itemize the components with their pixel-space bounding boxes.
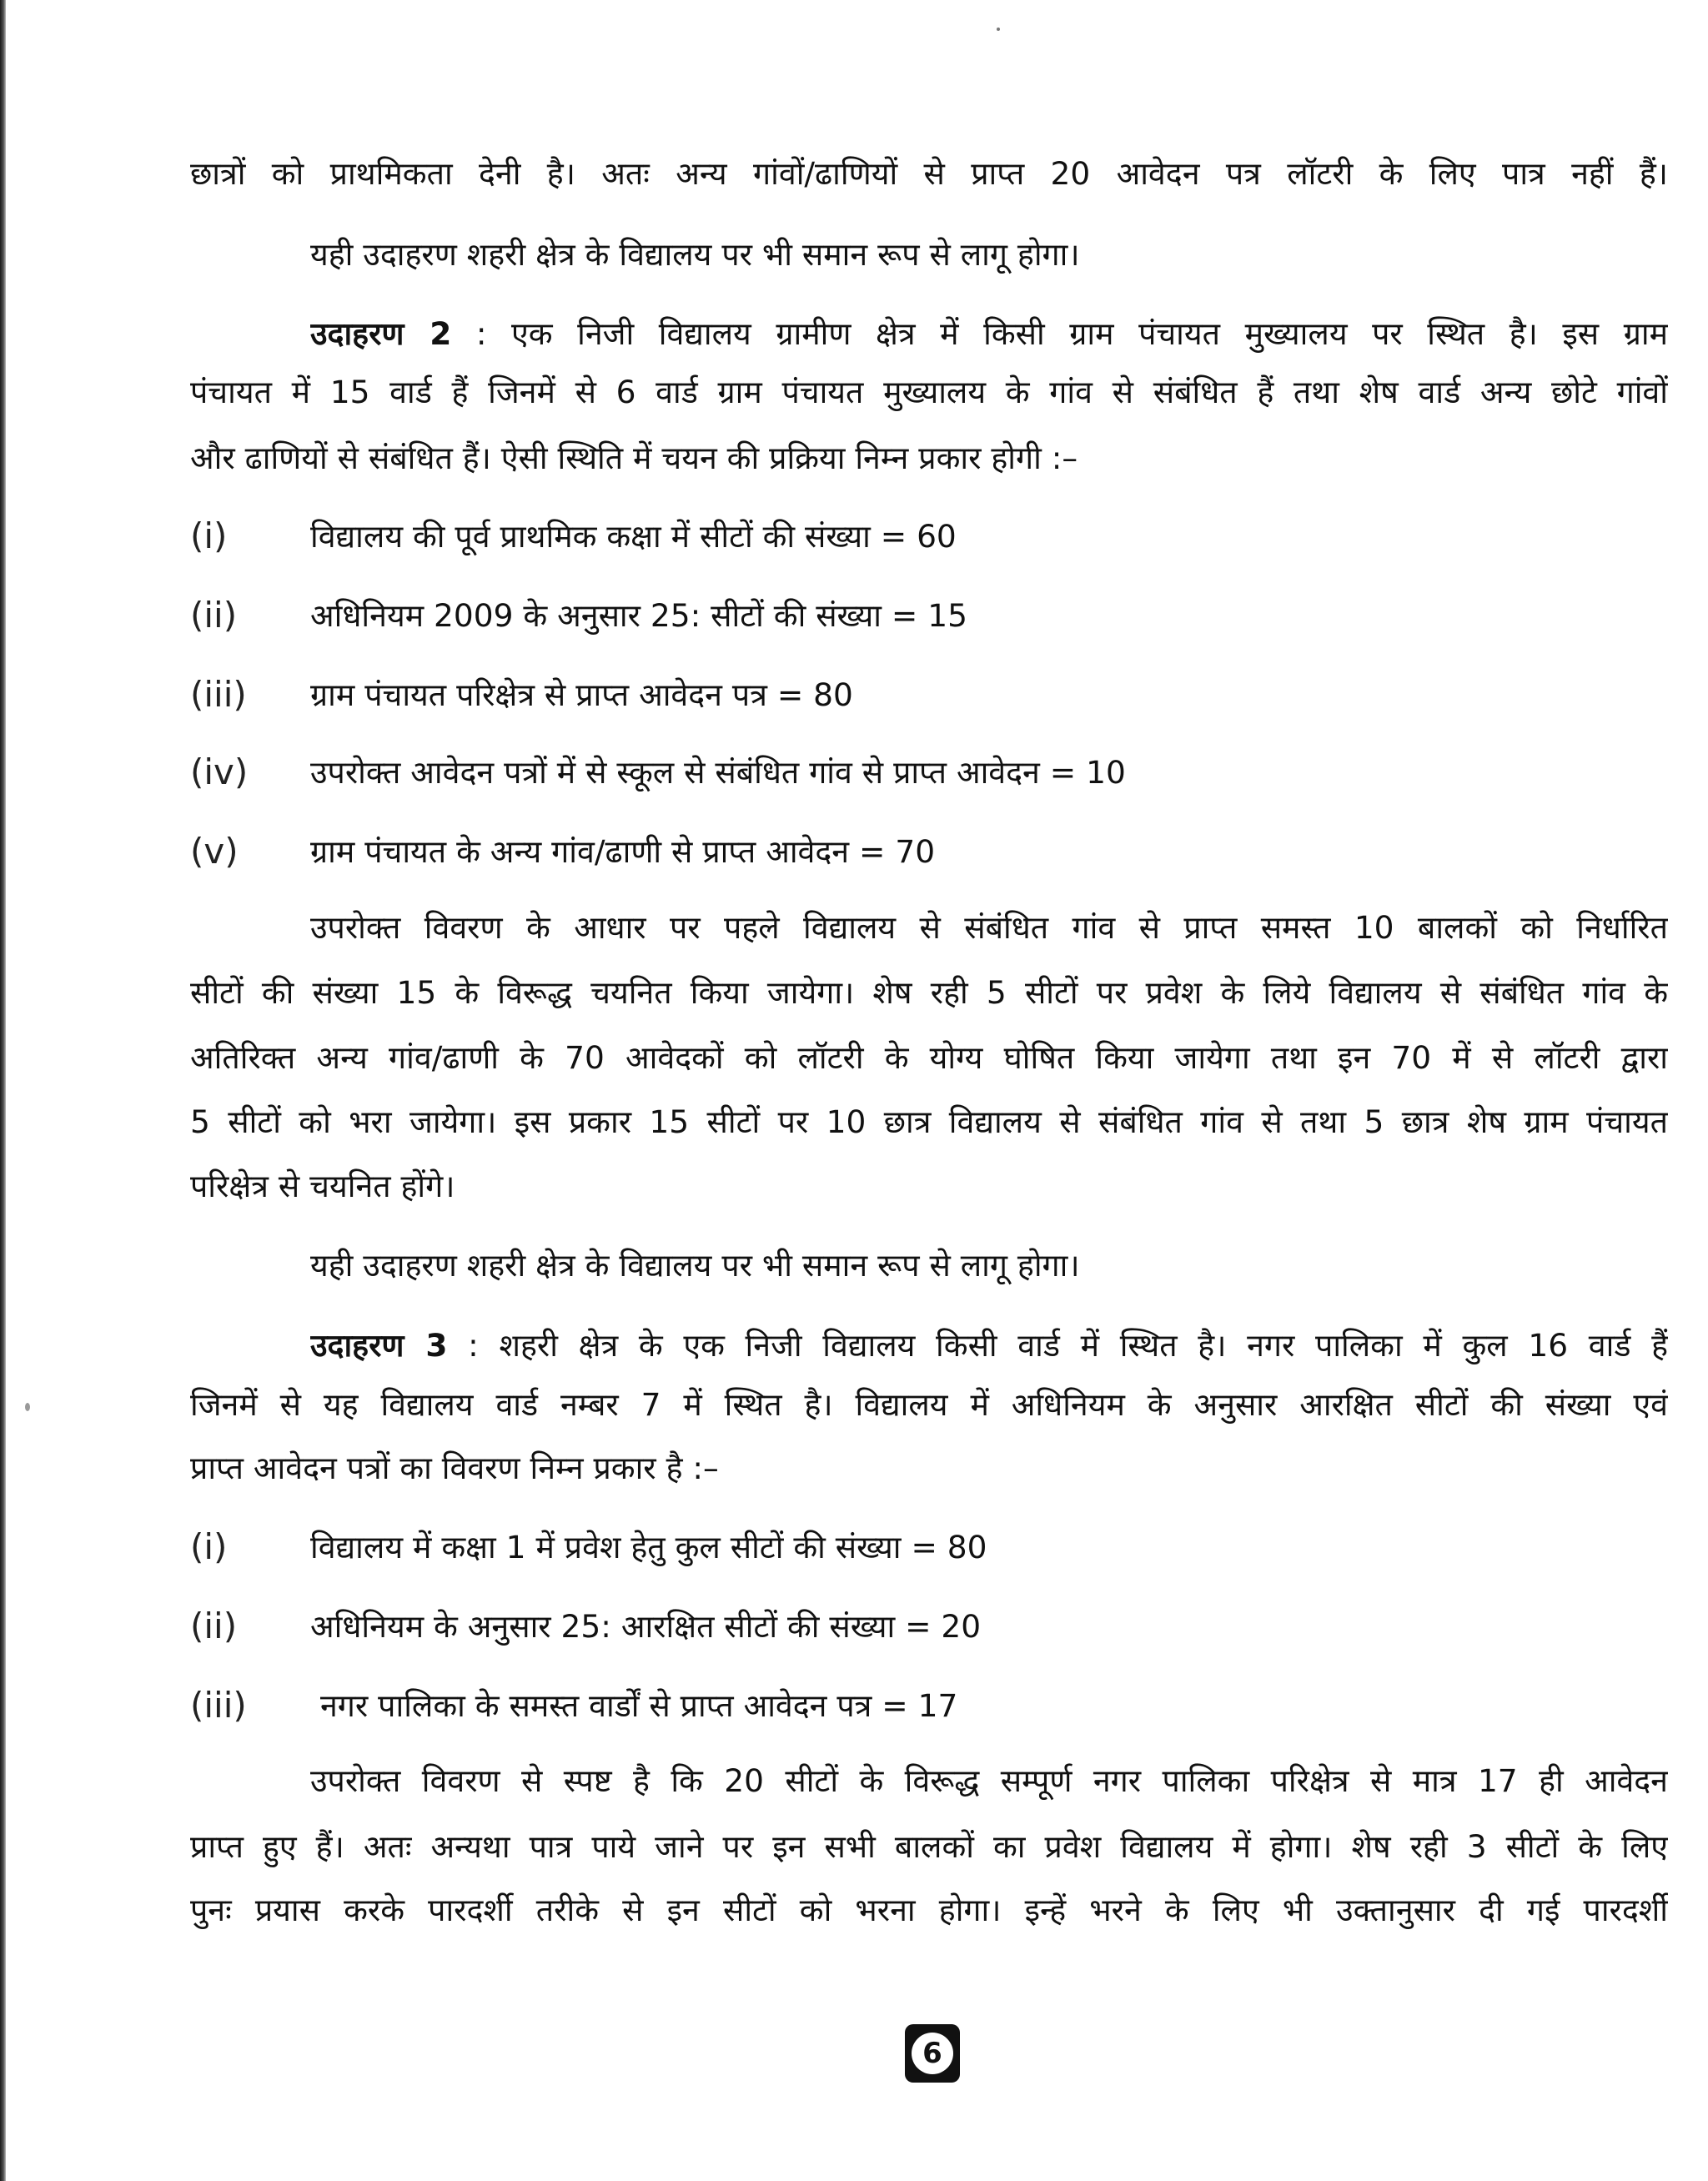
list-item-text: अधिनियम के अनुसार 25: आरक्षित सीटों की संख्या = 20 (310, 1608, 982, 1645)
list-item (190, 592, 1666, 639)
paragraph-line: प्राप्त हुए हैं। अतः अन्यथा पात्र पाये जाने पर इन सभी बालकों का प्रवेश विद्यालय में होगा। शेष रही 3 सीटों के लिए (190, 1828, 1668, 1865)
paragraph-line: परिक्षेत्र से चयनित होंगे। (190, 1168, 455, 1204)
paragraph-line: छात्रों को प्राथमिकता देनी है। अतः अन्य गांवों/ढाणियों से प्राप्त 20 आवेदन पत्र लॉटरी के लिए पात्र नहीं हैं। (190, 155, 1668, 192)
example-2-heading: उदाहरण 2 (310, 315, 452, 352)
paragraph-line: यही उदाहरण शहरी क्षेत्र के विद्यालय पर भी समान रूप से लागू होगा। (310, 236, 1080, 273)
list-item-number: (i) (190, 515, 228, 556)
list-item-text: ग्राम पंचायत के अन्य गांव/ढाणी से प्राप्त आवेदन = 70 (310, 833, 936, 870)
list-item-number: (iv) (190, 751, 249, 792)
paragraph-line: पंचायत में 15 वार्ड हैं जिनमें से 6 वार्ड ग्राम पंचायत मुख्यालय के गांव से संबंधित हैं तथा शेष वार्ड अन्य छोटे गांवों (190, 374, 1668, 410)
list-item-number: (ii) (190, 595, 238, 636)
page-number-badge (905, 2024, 960, 2083)
list-item-number: (i) (190, 1526, 228, 1567)
paragraph-line: उपरोक्त विवरण के आधार पर पहले विद्यालय से संबंधित गांव से प्राप्त समस्त 10 बालकों को निर्धारित (310, 909, 1668, 946)
list-item-number: (ii) (190, 1606, 238, 1646)
paragraph-line: यही उदाहरण शहरी क्षेत्र के विद्यालय पर भी समान रूप से लागू होगा। (310, 1247, 1080, 1284)
list-item-text: नगर पालिका के समस्त वार्डों से प्राप्त आवेदन पत्र = 17 (320, 1687, 958, 1724)
paragraph-line: और ढाणियों से संबंधित हैं। ऐसी स्थिति में चयन की प्रक्रिया निम्न प्रकार होगी :– (190, 440, 1078, 476)
list-item (190, 1524, 1666, 1570)
list-item-text: ग्राम पंचायत परिक्षेत्र से प्राप्त आवेदन पत्र = 80 (310, 676, 853, 713)
list-item-text: उपरोक्त आवेदन पत्रों में से स्कूल से संबंधित गांव से प्राप्त आवेदन = 10 (310, 754, 1126, 791)
list-item (190, 513, 1666, 560)
example-2-text: : एक निजी विद्यालय ग्रामीण क्षेत्र में किसी ग्राम पंचायत मुख्यालय पर स्थित है। इस ग्राम (451, 315, 1668, 352)
paragraph-line: सीटों की संख्या 15 के विरूद्ध चयनित किया जायेगा। शेष रही 5 सीटों पर प्रवेश के लिये विद्यालय से संबंधित गांव के (190, 974, 1668, 1011)
example-3-line (310, 1324, 1668, 1366)
list-item (190, 671, 1666, 718)
list-item-number: (iii) (190, 674, 247, 715)
paragraph-line: प्राप्त आवेदन पत्रों का विवरण निम्न प्रकार है :– (190, 1450, 719, 1486)
example-2-line (310, 313, 1668, 354)
list-item-number: (v) (190, 831, 239, 872)
list-item-text: विद्यालय में कक्षा 1 में प्रवेश हेतु कुल सीटों की संख्या = 80 (310, 1529, 987, 1565)
paragraph-line: उपरोक्त विवरण से स्पष्ट है कि 20 सीटों के विरूद्ध सम्पूर्ण नगर पालिका परिक्षेत्र से मात्र 17 ही आवेदन (310, 1762, 1668, 1799)
paragraph-line: जिनमें से यह विद्यालय वार्ड नम्बर 7 में स्थित है। विद्यालय में अधिनियम के अनुसार आरक्षित सीटों की संख्या एवं (190, 1386, 1668, 1423)
list-item (190, 828, 1666, 875)
list-item (190, 749, 1666, 796)
example-3-heading: उदाहरण 3 (310, 1327, 448, 1364)
list-item (190, 1682, 1666, 1729)
list-item-text: अधिनियम 2009 के अनुसार 25: सीटों की संख्या = 15 (310, 597, 967, 634)
page-number: 6 (912, 2033, 953, 2074)
paragraph-line: अतिरिक्त अन्य गांव/ढाणी के 70 आवेदकों को लॉटरी के योग्य घोषित किया जायेगा तथा इन 70 में से लॉटरी द्वारा (190, 1039, 1668, 1076)
list-item-text: विद्यालय की पूर्व प्राथमिक कक्षा में सीटों की संख्या = 60 (310, 518, 957, 555)
list-item (190, 1603, 1666, 1650)
list-item-number: (iii) (190, 1685, 247, 1726)
paragraph-line: 5 सीटों को भरा जायेगा। इस प्रकार 15 सीटों पर 10 छात्र विद्यालय से संबंधित गांव से तथा 5 छात्र शेष ग्राम पंचायत (190, 1103, 1668, 1140)
example-3-text: : शहरी क्षेत्र के एक निजी विद्यालय किसी वार्ड में स्थित है। नगर पालिका में कुल 16 वार्ड हैं (447, 1327, 1668, 1364)
paragraph-line: पुनः प्रयास करके पारदर्शी तरीके से इन सीटों को भरना होगा। इन्हें भरने के लिए भी उक्तानुसार दी गई पारदर्शी (190, 1892, 1668, 1928)
